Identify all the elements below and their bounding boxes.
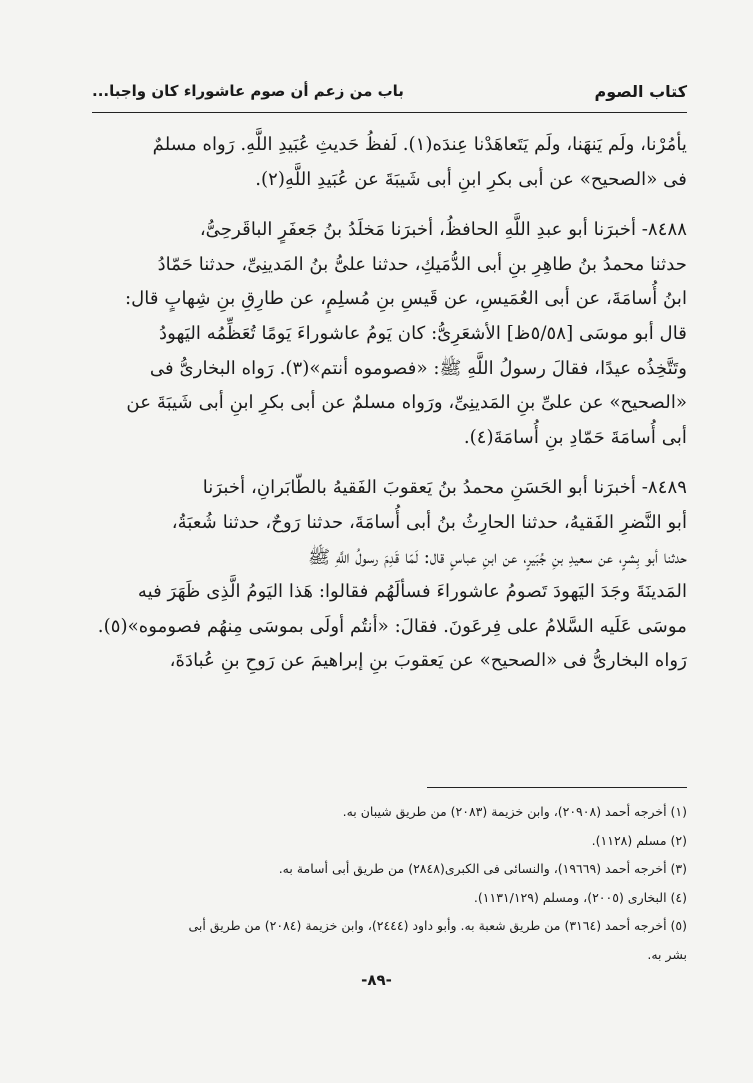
text-line: ابنُ أُسامَةَ، عن أبى العُمَيسِ، عن قَيسِ بنِ مُسلِمٍ، عن طارِقِ بنِ شِهابٍ قال: [124,288,687,310]
text-line: حدثنا أبو بِشرٍ، عن سعيدِ بنِ جُبَيرٍ، عن ابنِ عباسٍ قال: لَمّا قَدِمَ رسولُ اللَّهِ ﷺ [308,546,687,568]
footnote: (٢) مسلم (١١٢٨). [591,832,687,848]
text-line: أبو النَّضرِ الفَقيهُ، حدثنا الحارِثُ بنُ أبى أُسامَةَ، حدثنا رَوحٌ، حدثنا شُعبَةُ، [171,511,687,533]
text-line: المَدينَةَ وجَدَ اليَهودَ تَصومُ عاشوراءَ فسألَهُم فقالوا: هَذا اليَومُ الَّذِى ظَهَرَ فيه [137,581,687,603]
text-line: رَواه البخارىُّ فى «الصحيح» عن يَعقوبَ بنِ إبراهيمَ عن رَوحِ بنِ عُبادَةَ، [169,650,687,672]
page-number: -٨٩- [361,971,392,989]
footnote-continuation: بشر به. [647,946,687,962]
paragraph-gap [80,197,687,213]
main-text [80,128,687,679]
footnote: (٤) البخارى (٢٠٠٥)، ومسلم (١١٣١/١٢٩). [473,889,687,905]
text-line: أبى أُسامَةَ حَمّادِ بنِ أُسامَةَ(٤). [463,426,687,448]
footnote: (٥) أخرجه أحمد (٣١٦٤) من طريق شعبة به. وأبو داود (٢٤٤٤)، وابن خزيمة (٢٠٨٤) من طريق أبى [188,918,687,933]
footnotes [80,798,687,969]
text-line: حدثنا محمدُ بنُ طاهِرِ بنِ أبى الدُّمَيكِ، حدثنا علىُّ بنُ المَدينِىِّ، حدثنا حَمّادُ [157,253,687,275]
text-line: يأمُرْنا، ولَم يَنهَنا، ولَم يَتَعاهَدْنا عِندَه(١). لَفظُ حَديثِ عُبَيدِ اللَّهِ. رَواه مسلمٌ [152,134,687,155]
book-title: كتاب الصوم [594,82,687,101]
text-line: فى «الصحيح» عن أبى بكرِ ابنِ أبى شَيبَةَ عن عُبَيدِ اللَّهِ(٢). [255,168,687,190]
paragraph-gap [80,455,687,471]
text-line: موسَى عَلَيه السَّلامُ على فِرعَونَ. فقالَ: «أنتُم أولَى بموسَى مِنهُم فصوموه»(٥). [97,615,687,637]
footnote-separator [427,787,687,788]
running-header [92,78,687,113]
text-line: قال أبو موسَى [٥/٥٨ظ] الأشعَرِىُّ: كان يَومُ عاشوراءَ يَومًا تُعَظِّمُه اليَهودُ [158,322,687,344]
text-line: وتَتَّخِذُه عيدًا، فقالَ رسولُ اللَّهِ ﷺ: «فصوموه أنتم»(٣). رَواه البخارىُّ فى [149,357,687,379]
chapter-title: باب من زعم أن صوم عاشوراء كان واجبا... [92,82,404,100]
footnote: (٣) أخرجه أحمد (١٩٦٦٩)، والنسائى فى الكبرى(٢٨٤٨) من طريق أبى أسامة به. [278,861,687,876]
text-line: «الصحيح» عن علىِّ بنِ المَدينِىِّ، ورَواه مسلمٌ عن أبى بكرِ ابنِ أبى شَيبَةَ عن [126,392,687,414]
hadith-8488-first-line: ٨٤٨٨- أخبرَنا أبو عبدِ اللَّهِ الحافظُ، أخبرَنا مَخلَدُ بنُ جَعفَرٍ الباقَرحِىُّ، [199,219,687,241]
hadith-8489-first-line: ٨٤٨٩- أخبرَنا أبو الحَسَنِ محمدُ بنُ يَعقوبَ الفَقيهُ بالطّابَرانِ، أخبرَنا [202,477,687,499]
footnote: (١) أخرجه أحمد (٢٠٩٠٨)، وابن خزيمة (٢٠٨٣) من طريق شيبان به. [342,804,687,819]
